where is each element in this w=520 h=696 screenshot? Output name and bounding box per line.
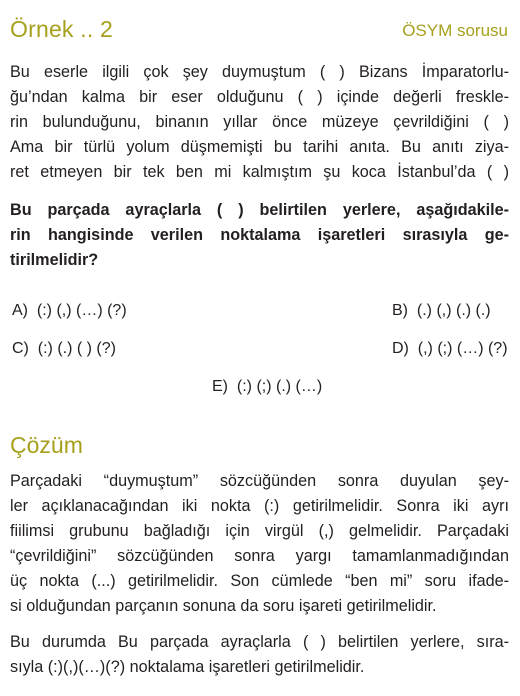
solution-line: fiilimsi grubunu bağladığı için virgül (,) gelmelidir. Parçadaki	[10, 522, 509, 540]
option-b[interactable]: B) (.) (,) (.) (.)	[392, 302, 491, 319]
passage-line: ğu’ndan kalma bir eser olduğunu ( ) içinde değerli freskle-	[10, 88, 509, 106]
solution-title: Çözüm	[10, 432, 83, 458]
option-d[interactable]: D) (,) (;) (…) (?)	[392, 340, 508, 357]
solution-line: üç nokta (...) getirilmelidir. Son cümlede “ben mi” soru ifade-	[10, 572, 509, 590]
solution-line: “çevrildiğini” sözcüğünden sonra yargı tamamlanmadığından	[10, 547, 509, 565]
passage-line: Bu eserle ilgili çok şey duymuştum ( ) Bizans İmparatorlu-	[10, 63, 509, 81]
question-line: rin hangisinde verilen noktalama işaretleri sırasıyla ge-	[10, 226, 509, 244]
example-title: Örnek .. 2	[10, 16, 113, 42]
option-c[interactable]: C) (:) (.) ( ) (?)	[12, 340, 116, 357]
solution-line: Bu durumda Bu parçada ayraçlarla ( ) belirtilen yerlere, sıra-	[10, 633, 509, 651]
passage-line: Ama bir türlü yolum düşmemişti bu tarihi anıta. Bu anıtı ziya-	[10, 138, 509, 156]
question-line: Bu parçada ayraçlarla ( ) belirtilen yerlere, aşağıdakile-	[10, 201, 509, 219]
solution-line: ler açıklanacağından iki nokta (:) getirilmelidir. Sonra iki ayrı	[10, 497, 509, 515]
solution-line: Parçadaki “duymuştum” sözcüğünden sonra duyulan şey-	[10, 472, 509, 490]
passage	[10, 60, 509, 185]
source-label: ÖSYM sorusu	[402, 21, 508, 40]
option-e[interactable]: E) (:) (;) (.) (…)	[212, 378, 323, 395]
passage-line: rin bulunduğunu, binanın yıllar önce müzeye çevrildiğini ( )	[10, 113, 509, 131]
solution-line: si olduğundan parçanın sonuna da soru işareti getirilmelidir.	[10, 597, 437, 615]
question	[10, 198, 509, 273]
passage-line: ret etmeyen bir tek ben mi kalmıştım şu koca İstanbul’da ( )	[10, 163, 509, 181]
question-line: tirilmelidir?	[10, 251, 99, 269]
solution-line: sıyla (:)(,)(…)(?) noktalama işaretleri getirilmelidir.	[10, 658, 365, 676]
solution-paragraph-1	[10, 469, 509, 619]
solution-paragraph-2	[10, 630, 509, 680]
option-a[interactable]: A) (:) (,) (…) (?)	[12, 302, 127, 319]
